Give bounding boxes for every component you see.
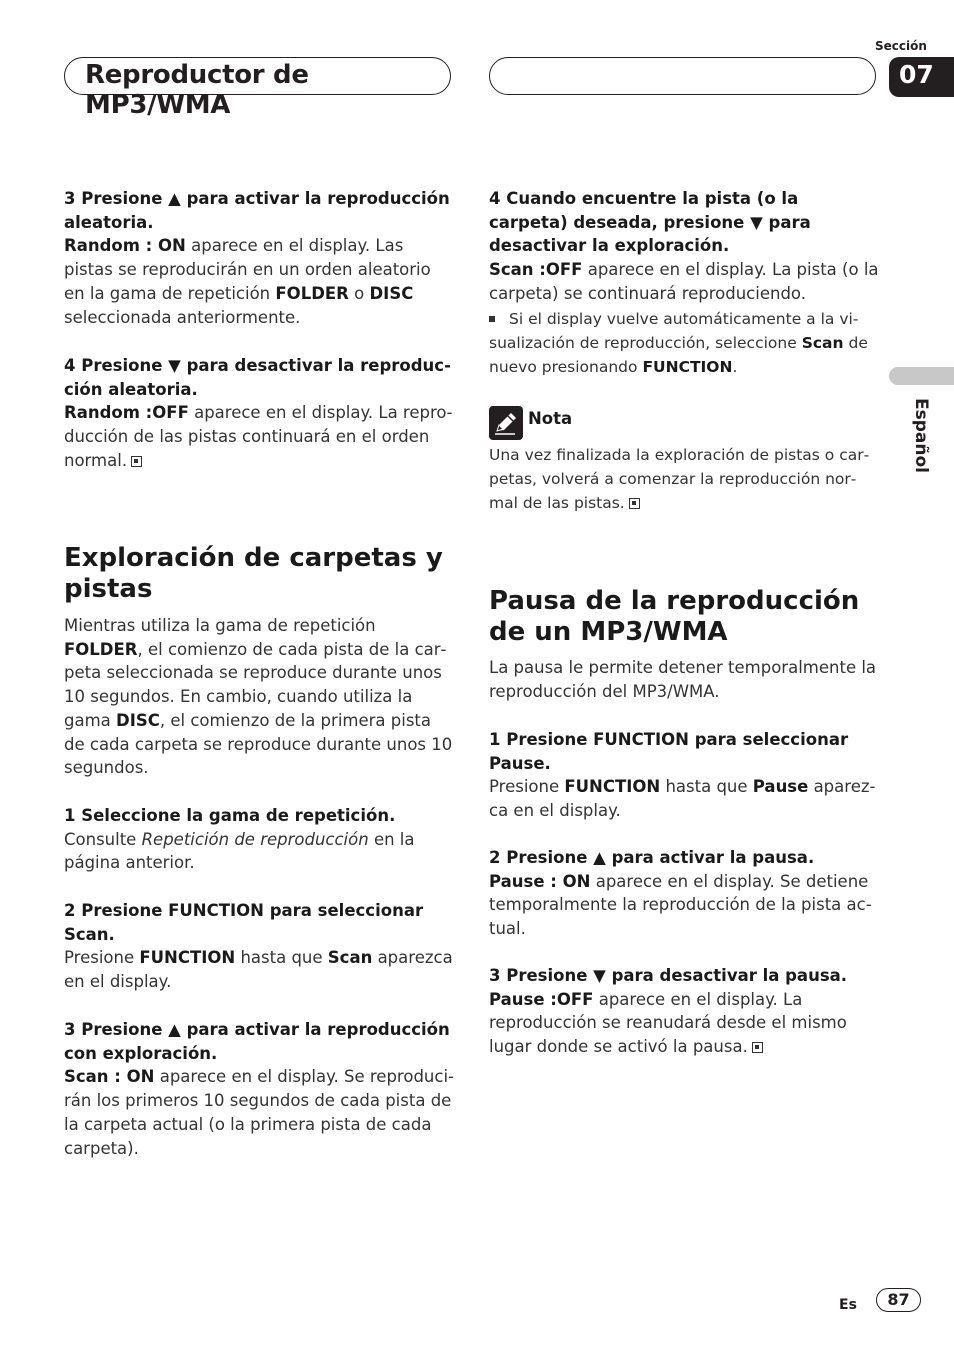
- step-title: 3 Presione ▲ para activar la reproducción aleatoria.: [64, 189, 450, 232]
- step-text: Presione: [64, 948, 140, 968]
- step-text: aparece en el display. La reproducción se reanudará desde el mismo lugar donde se activó la pausa.: [489, 989, 847, 1057]
- step-body: [64, 828, 454, 875]
- keyword: FUNCTION: [139, 948, 236, 968]
- pencil-note-icon: [489, 406, 523, 440]
- header-blank-frame: [489, 57, 876, 95]
- keyword: Scan: [327, 948, 373, 968]
- scan-step-2: [64, 899, 454, 994]
- language-label: Español: [911, 398, 931, 473]
- keyword: FOLDER: [64, 639, 138, 659]
- nota-text: [489, 443, 879, 516]
- step-text: aparece en el display. La pista (o la carpeta) se continuará reproduciendo.: [489, 260, 879, 303]
- pause-intro: La pausa le permite detener temporalmente la reproducción del MP3/WMA.: [489, 658, 877, 701]
- section-label: Sección: [875, 39, 927, 53]
- step-body: [489, 870, 879, 941]
- pencil-icon: [489, 406, 523, 440]
- nota-label: Nota: [528, 409, 573, 428]
- nota-body: Una vez finalizada la exploración de pistas o carpetas, volverá a comenzar la reproducción normal de las pistas.: [489, 446, 870, 513]
- display-label: Scan : ON: [64, 1067, 155, 1087]
- header-title-frame: [64, 57, 451, 120]
- scan-step-4: [489, 187, 879, 306]
- step-body: [489, 988, 879, 1059]
- keyword: DISC: [116, 710, 160, 730]
- page-number: 87: [876, 1288, 921, 1312]
- step-text: o: [348, 283, 370, 303]
- display-label: Random : ON: [64, 236, 186, 256]
- step-text: Consulte: [64, 829, 142, 849]
- step-title: 1 Presione FUNCTION para seleccionar Pause.: [489, 730, 849, 773]
- display-label: Random :OFF: [64, 403, 189, 423]
- step-text: aparece en el display. Se reproducirán los primeros 10 segundos de cada pista de la carpeta actual (o la primera pista de cada carpeta).: [64, 1067, 454, 1158]
- step-title: 1 Seleccione la gama de repetición.: [64, 806, 396, 825]
- end-mark-icon: [629, 498, 640, 509]
- pause-step-2: [489, 846, 879, 941]
- footer-language-code: Es: [839, 1297, 857, 1313]
- reference-title: Repetición de reproducción: [141, 829, 369, 849]
- scan-intro: [64, 614, 454, 780]
- random-step-4: [64, 354, 454, 473]
- end-mark-icon: [131, 456, 142, 467]
- bullet-note: [489, 307, 879, 380]
- display-label: Pause :OFF: [489, 989, 594, 1009]
- keyword: Pause: [752, 777, 809, 797]
- bullet-text: .: [732, 358, 738, 377]
- step-text: aparezca en el display.: [489, 777, 876, 821]
- pause-step-3: [489, 964, 879, 1059]
- random-step-3: [64, 187, 454, 329]
- step-text: seleccionada anteriormente.: [64, 307, 301, 327]
- display-label: Pause : ON: [489, 871, 591, 891]
- section-tab: [889, 57, 954, 97]
- step-text: en la página anterior.: [64, 829, 415, 873]
- section-heading: Exploración de carpetas y pistas: [64, 543, 443, 604]
- step-body: [64, 401, 454, 472]
- section-heading: Pausa de la reproducción de un MP3/WMA: [489, 586, 860, 647]
- display-label: Scan :OFF: [489, 260, 583, 280]
- keyword: DISC: [369, 283, 414, 303]
- keyword: Scan: [801, 334, 844, 353]
- language-tab-bar: [889, 367, 954, 385]
- step-title: 2 Presione ▲ para activar la pausa.: [489, 848, 815, 867]
- step-text: aparece en el display. Se detiene temporalmente la reproducción de la pista actual.: [489, 871, 872, 939]
- step-title: 3 Presione ▲ para activar la reproducción con exploración.: [64, 1020, 450, 1063]
- intro-text: Mientras utiliza la gama de repetición: [64, 616, 376, 635]
- end-mark-icon: [752, 1042, 763, 1053]
- step-body: [489, 775, 879, 822]
- bullet-text: de nuevo presionando: [489, 334, 868, 377]
- step-body: [64, 1065, 454, 1160]
- step-title: 3 Presione ▼ para desactivar la pausa.: [489, 966, 848, 985]
- step-title: 2 Presione FUNCTION para seleccionar Scan.: [64, 901, 424, 944]
- intro-text: , el comienzo de la primera pista de cada carpeta se reproduce durante unos 10 segundos.: [64, 710, 453, 778]
- step-text: aparece en el display. La reproducción de las pistas continuará en el orden normal.: [64, 403, 453, 470]
- step-text: Presione: [489, 777, 565, 797]
- nota-header: [489, 406, 879, 442]
- keyword: FUNCTION: [564, 777, 661, 797]
- section-number: 07: [899, 60, 934, 89]
- keyword: FOLDER: [275, 283, 349, 303]
- bullet-text: Si el display vuelve automáticamente a la visualización de reproducción, seleccione: [489, 310, 859, 353]
- scan-step-3: [64, 1018, 454, 1160]
- step-body: [64, 946, 454, 993]
- step-body: [64, 234, 454, 329]
- step-title: 4 Presione ▼ para desactivar la reproducción aleatoria.: [64, 356, 451, 399]
- scan-step-1: [64, 804, 454, 875]
- bullet-square-icon: [489, 316, 495, 322]
- chapter-title: Reproductor de MP3/WMA: [85, 60, 309, 120]
- step-title: 4 Cuando encuentre la pista (o la carpeta) deseada, presione ▼ para desactivar la exploración.: [489, 189, 811, 256]
- step-text: hasta que: [660, 777, 753, 797]
- pause-step-1: [489, 728, 879, 823]
- step-text: aparezca en el display.: [64, 948, 453, 992]
- step-text: hasta que: [235, 948, 328, 968]
- keyword: FUNCTION: [642, 358, 733, 377]
- step-text: aparece en el display. Las pistas se reproducirán en un orden aleatorio en la gama de repetición: [64, 236, 431, 303]
- intro-text: , el comienzo de cada pista de la carpeta seleccionada se reproduce durante unos 10 segundos. En cambio, cuando utiliza la gama: [64, 639, 447, 730]
- step-body: [489, 258, 879, 305]
